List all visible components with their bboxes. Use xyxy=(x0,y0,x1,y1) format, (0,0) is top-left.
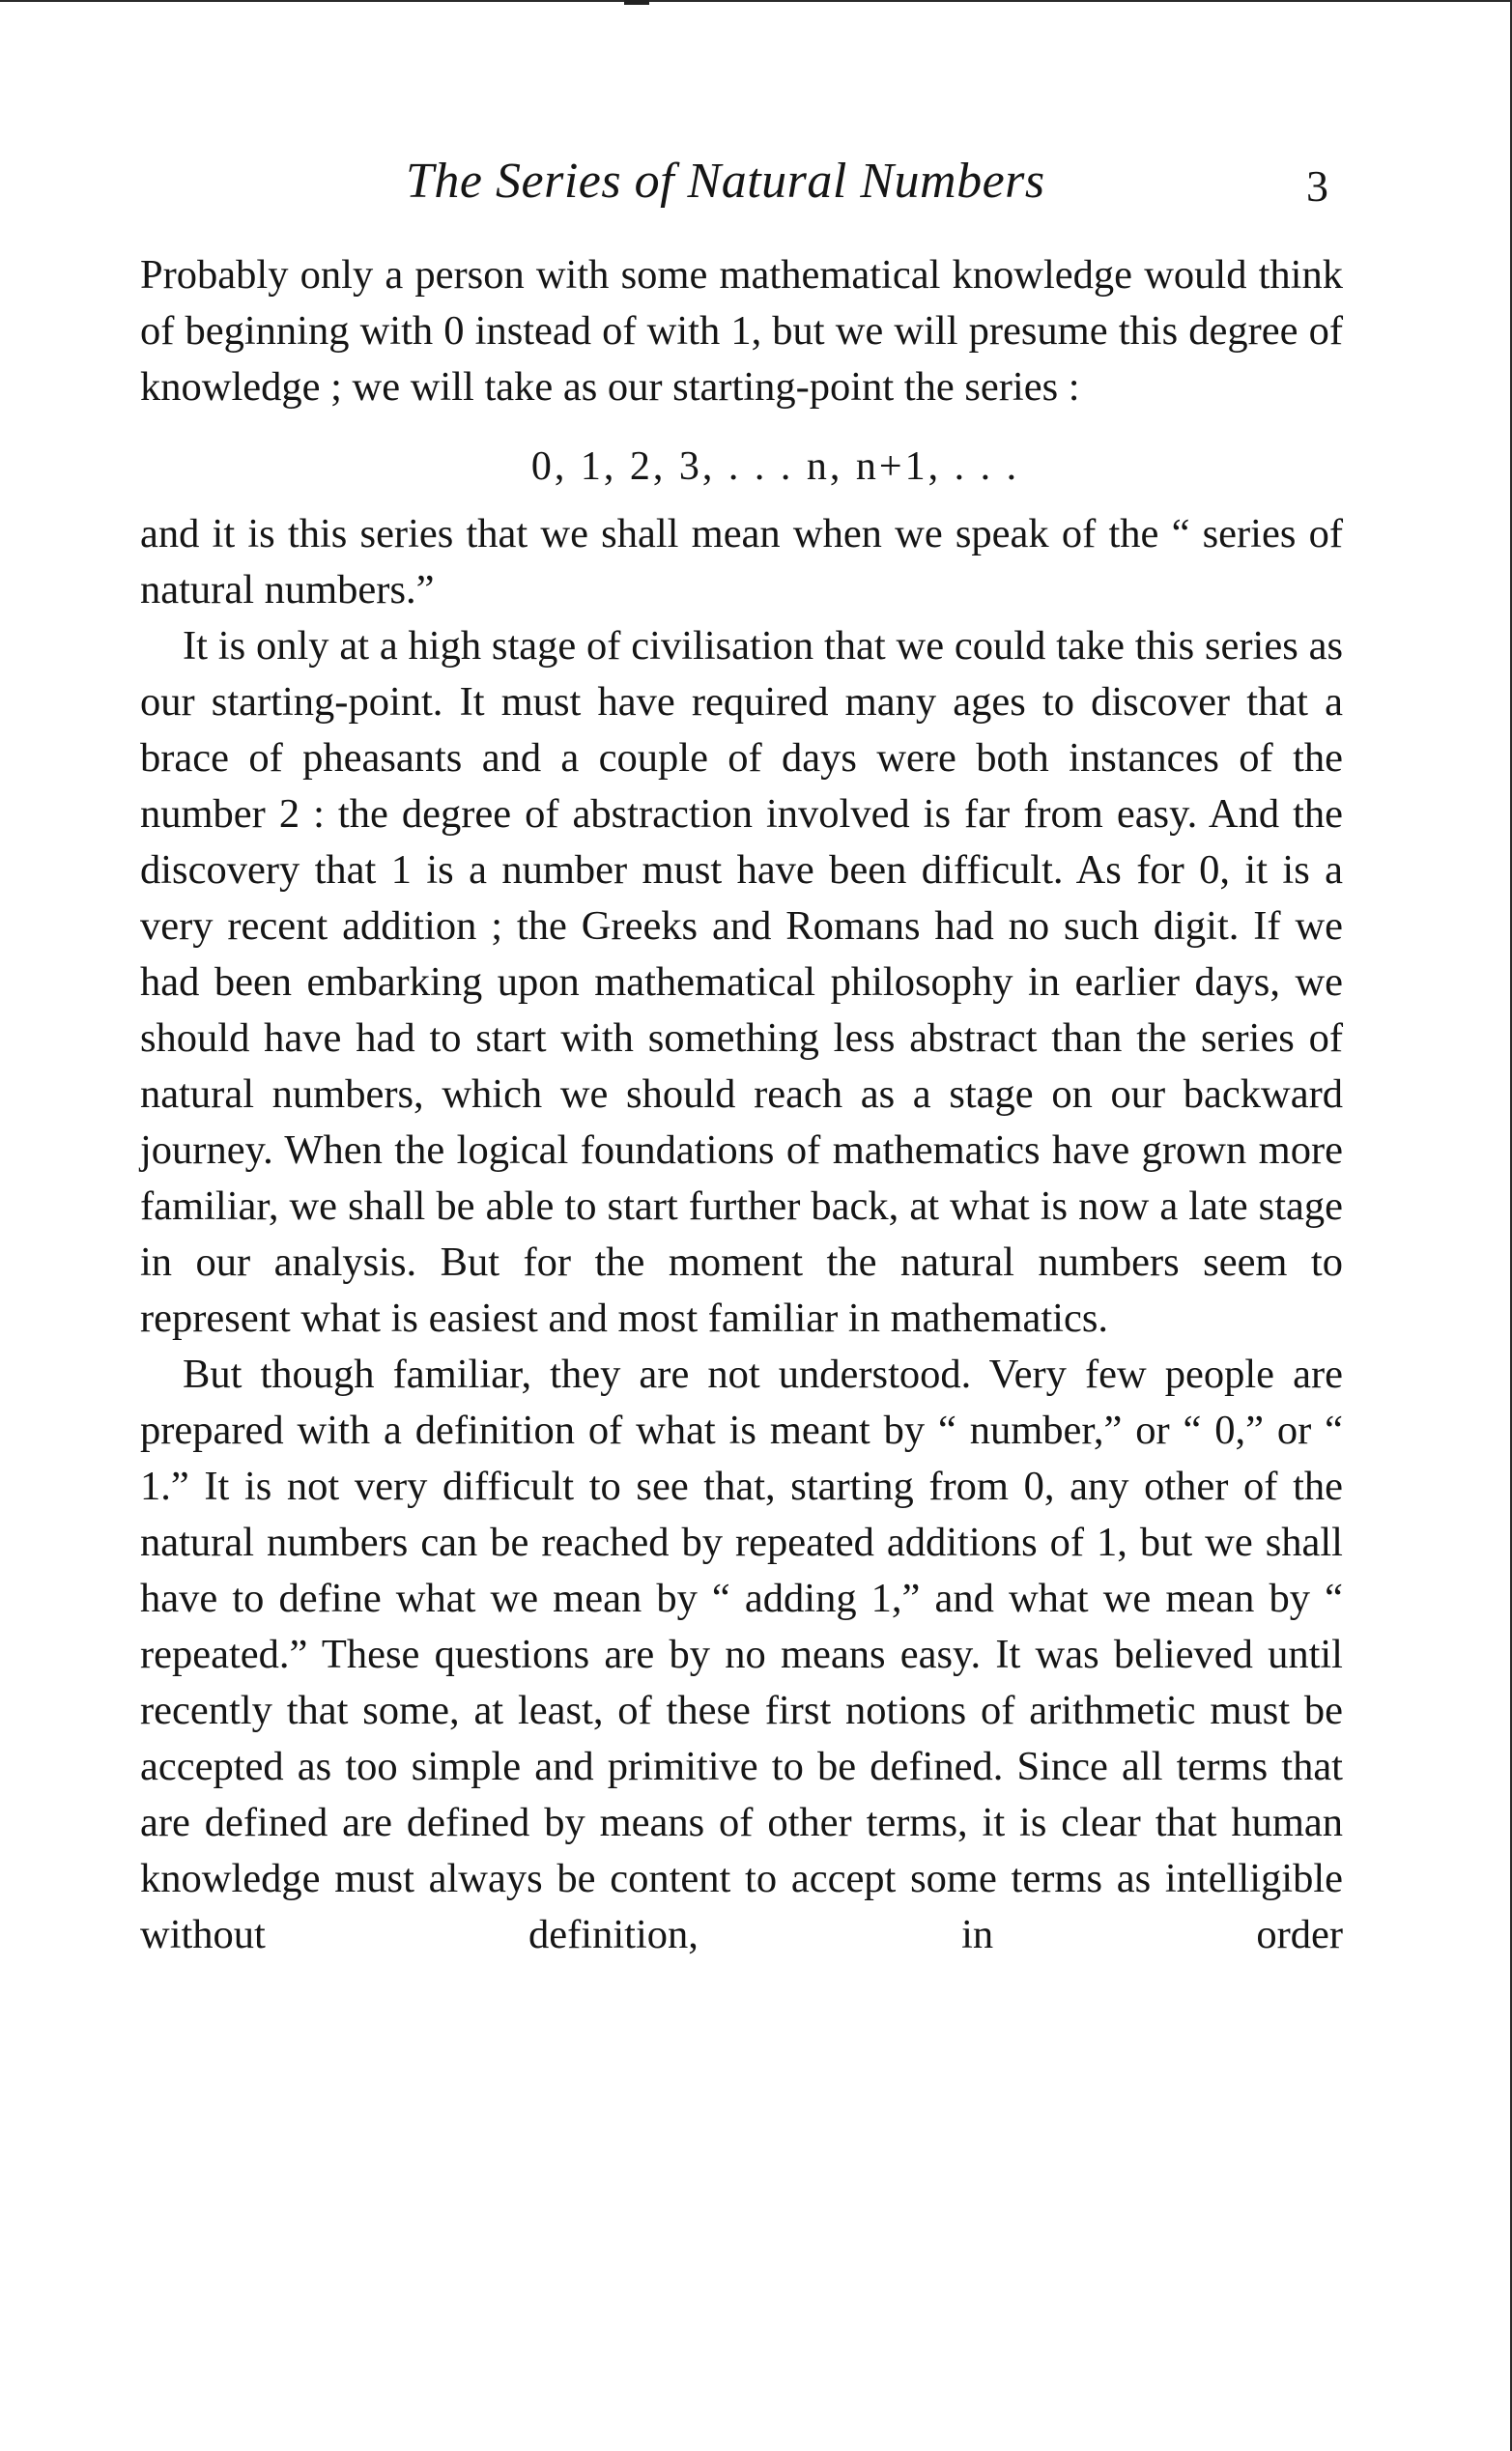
page-number: 3 xyxy=(1306,161,1328,211)
body-text xyxy=(140,247,1343,1963)
paragraph-1: Probably only a person with some mathematical knowledge would think of beginning with 0 instead of with 1, but we will presume this degree of knowledge ; we will take as our starting-point the series : xyxy=(140,252,1343,410)
running-title: The Series of Natural Numbers xyxy=(406,154,1045,209)
paragraph-3: It is only at a high stage of civilisation that we could take this series as our starting-point. It must have required many ages to discover that a brace of pheasants and a couple of days were both instances of the number 2 : the degree of abstraction involved is far from easy. And the discovery that 1 is a number must have been difficult. As for 0, it is a very recent addition ; the Greeks and Romans had no such digit. If we had been embarking upon mathematical philosophy in earlier days, we should have had to start with something less abstract than the series of natural numbers, which we should reach as a stage on our backward journey. When the logical foundations of mathematics have grown more familiar, we shall be able to start further back, at what is now a late stage in our analysis. But for the moment the natural numbers seem to represent what is easiest and most familiar in mathematics. xyxy=(140,623,1343,1341)
paragraph-2: and it is this series that we shall mean when we speak of the “ series of natural numbers.” xyxy=(140,511,1343,613)
natural-number-series-formula: 0, 1, 2, 3, . . . n, n+1, . . . xyxy=(530,444,1020,489)
running-head xyxy=(0,153,1512,220)
paragraph-4: But though familiar, they are not understood. Very few people are prepared with a definition of what is meant by “ number,” or “ 0,” or “ 1.” It is not very difficult to see that, starting from 0, any other of the natural numbers can be reached by repeated additions of 1, but we shall have to define what we mean by “ adding 1,” and what we mean by “ repeated.” These questions are by no means easy. It was believed until recently that some, at least, of these first notions of arithmetic must be accepted as too simple and primitive to be defined. Since all terms that are defined are defined by means of other terms, it is clear that human knowledge must always be content to accept some terms as intelligible without definition, in order xyxy=(140,1352,1343,1957)
top-edge-mark xyxy=(624,0,649,5)
